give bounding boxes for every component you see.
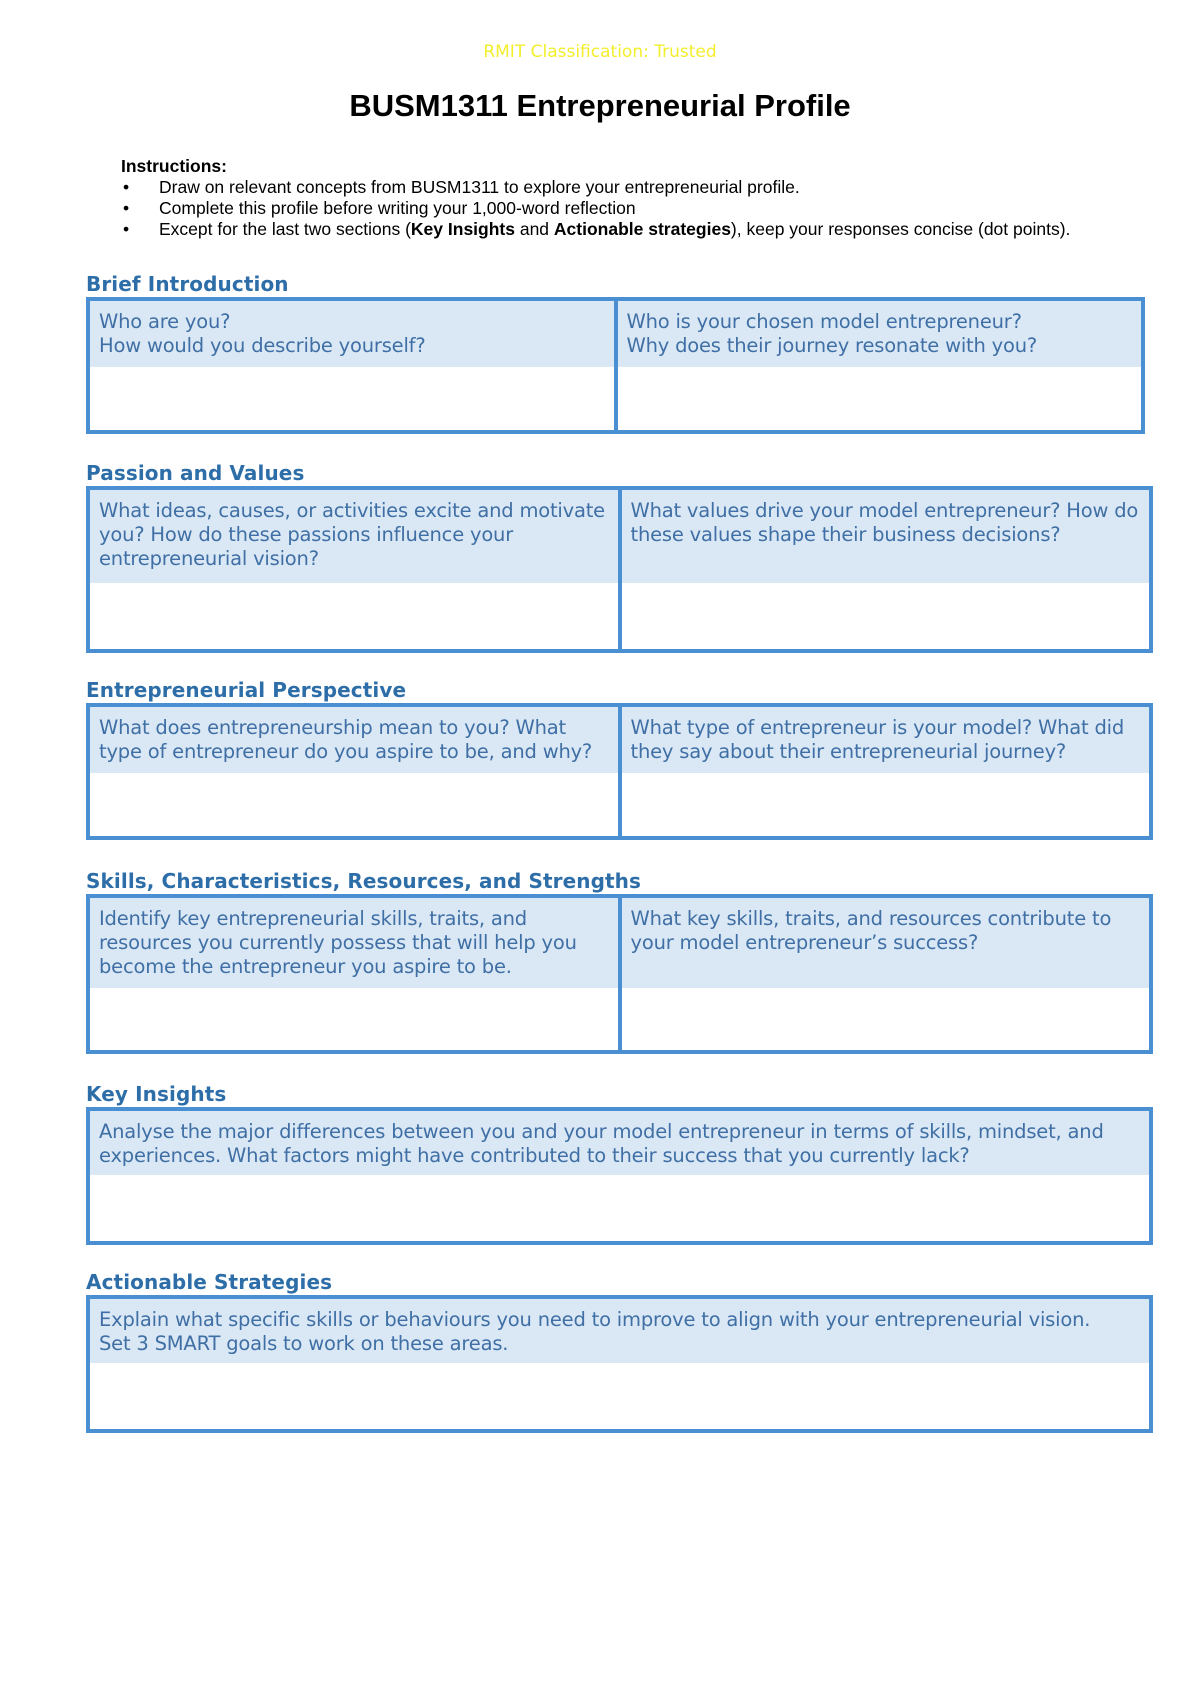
section-title-skills: Skills, Characteristics, Resources, and Strengths	[86, 869, 642, 893]
passion-values-self-answer[interactable]	[90, 583, 618, 649]
instruction-item	[121, 198, 1141, 219]
instruction-text: Complete this profile before writing your 1,000-word reflection	[159, 198, 636, 218]
skills-self-cell	[90, 898, 618, 1050]
skills-self-answer[interactable]	[90, 988, 618, 1050]
passion-values-model-answer[interactable]	[622, 583, 1150, 649]
skills-model-answer[interactable]	[622, 988, 1150, 1050]
key-insights-table	[86, 1107, 1153, 1245]
classification-label: RMIT Classification: Trusted	[483, 42, 717, 62]
key-insights-answer[interactable]	[90, 1175, 1149, 1241]
perspective-self-prompt: What does entrepreneurship mean to you? What type of entrepreneur do you aspire to be, and why?	[90, 707, 618, 773]
actionable-strategies-answer[interactable]	[90, 1363, 1149, 1429]
perspective-self-answer[interactable]	[90, 773, 618, 836]
actionable-strategies-prompt: Explain what specific skills or behaviours you need to improve to align with your entrepreneurial vision. Set 3 SMART goals to work on these areas.	[90, 1299, 1149, 1363]
instruction-bold-actionable-strategies: Actionable strategies	[553, 219, 731, 239]
brief-introduction-self-cell	[90, 301, 614, 430]
skills-self-prompt: Identify key entrepreneurial skills, traits, and resources you currently possess that will help you become the entrepreneur you aspire to be.	[90, 898, 618, 988]
instruction-text: Except for the last two sections (	[159, 219, 411, 239]
actionable-strategies-cell	[90, 1299, 1149, 1429]
actionable-strategies-table	[86, 1295, 1153, 1433]
perspective-model-prompt: What type of entrepreneur is your model? What did they say about their entrepreneurial journey?	[622, 707, 1150, 773]
brief-introduction-model-answer[interactable]	[618, 367, 1142, 430]
instructions-heading: Instructions:	[121, 156, 227, 176]
page-title: BUSM1311 Entrepreneurial Profile	[349, 88, 851, 123]
entrepreneurial-perspective-table	[86, 703, 1153, 840]
brief-introduction-self-prompt: Who are you? How would you describe yourself?	[90, 301, 614, 367]
section-title-entrepreneurial-perspective: Entrepreneurial Perspective	[86, 678, 407, 702]
section-title-passion-values: Passion and Values	[86, 461, 305, 485]
instruction-text: Draw on relevant concepts from BUSM1311 to explore your entrepreneurial profile.	[159, 177, 800, 197]
section-title-brief-introduction: Brief Introduction	[86, 272, 289, 296]
passion-values-self-prompt: What ideas, causes, or activities excite and motivate you? How do these passions influence your entrepreneurial vision?	[90, 490, 618, 583]
perspective-model-cell	[618, 707, 1150, 836]
key-insights-cell	[90, 1111, 1149, 1241]
brief-introduction-table	[86, 297, 1145, 434]
brief-introduction-self-answer[interactable]	[90, 367, 614, 430]
skills-table	[86, 894, 1153, 1054]
instruction-text: ), keep your responses concise (dot points).	[730, 219, 1071, 239]
brief-introduction-model-prompt: Who is your chosen model entrepreneur? Why does their journey resonate with you?	[618, 301, 1142, 367]
section-title-actionable-strategies: Actionable Strategies	[86, 1270, 333, 1294]
instruction-text: and	[514, 219, 554, 239]
perspective-model-answer[interactable]	[622, 773, 1150, 836]
passion-values-self-cell	[90, 490, 618, 649]
skills-model-cell	[618, 898, 1150, 1050]
instruction-item	[121, 219, 1141, 240]
instructions-block	[121, 156, 1141, 240]
instructions-list	[121, 177, 1141, 240]
skills-model-prompt: What key skills, traits, and resources contribute to your model entrepreneur’s success?	[622, 898, 1150, 988]
key-insights-prompt: Analyse the major differences between you and your model entrepreneur in terms of skills, mindset, and experiences. What factors might have contributed to their success that you currently lack?	[90, 1111, 1149, 1175]
passion-values-table	[86, 486, 1153, 653]
section-title-key-insights: Key Insights	[86, 1082, 227, 1106]
instruction-bold-key-insights: Key Insights	[410, 219, 515, 239]
passion-values-model-cell	[618, 490, 1150, 649]
brief-introduction-model-cell	[614, 301, 1142, 430]
perspective-self-cell	[90, 707, 618, 836]
passion-values-model-prompt: What values drive your model entrepreneur? How do these values shape their business decisions?	[622, 490, 1150, 583]
instruction-item	[121, 177, 1141, 198]
